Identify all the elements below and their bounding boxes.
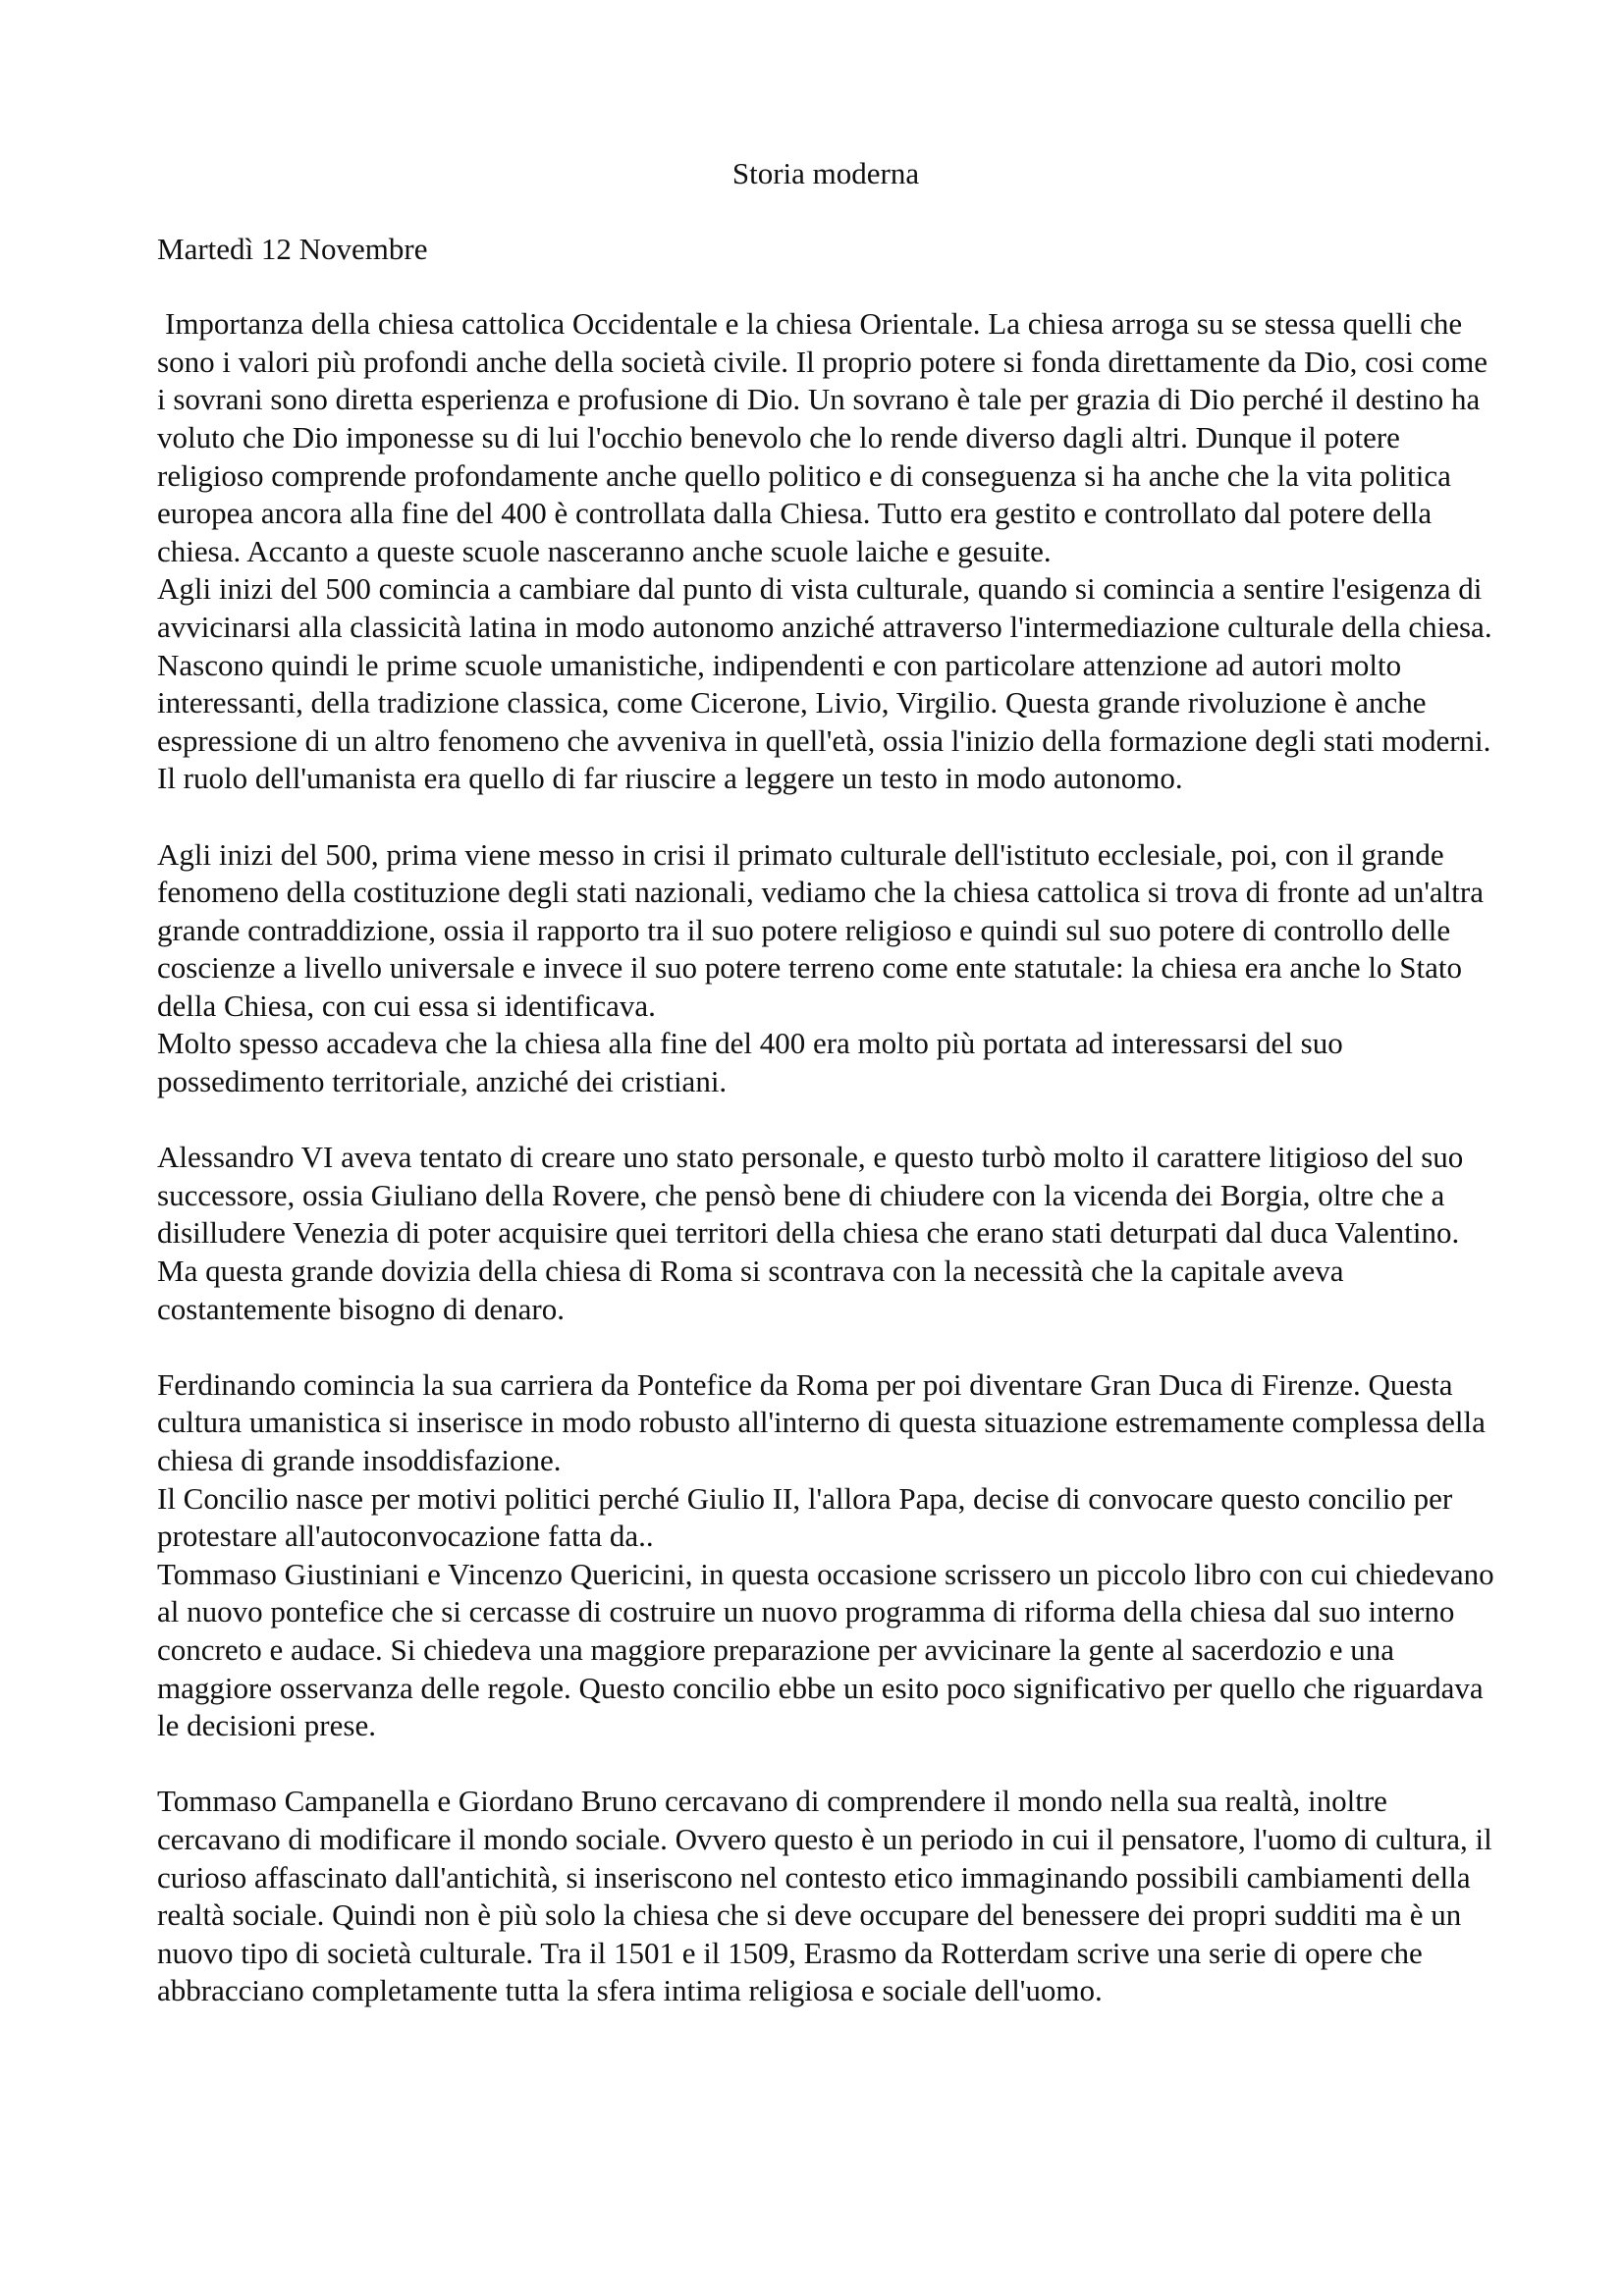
document-title: Storia moderna <box>731 156 920 190</box>
paragraph-spacer <box>157 1745 1494 1784</box>
paragraph-giustiniani-quericini: Tommaso Giustiniani e Vincenzo Quericini, in questa occasione scrissero un piccolo libro con cui chiedevano al nuovo pontefice che si cercasse di costruire un nuovo programma di riforma della chiesa dal suo interno concreto e audace. Si chiedeva una maggiore preparazione per avvicinare la gente al sacerdozio e una maggiore osservanza delle regole. Questo concilio ebbe un esito poco significativo per quello che riguardava le decisioni prese. <box>157 1556 1494 1743</box>
paragraph-campanella-bruno: Tommaso Campanella e Giordano Bruno cercavano di comprendere il mondo nella sua realtà, inoltre cercavano di modificare il mondo sociale. Ovvero questo è un periodo in cui il pensatore, l'uomo di cultura, il curioso affascinato dall'antichità, si inseriscono nel contesto etico immaginando possibili cambiamenti della realtà sociale. Quindi non è più solo la chiesa che si deve occupare del benessere dei propri sudditi ma è un nuovo tipo di società culturale. Tra il 1501 e il 1509, Erasmo da Rotterdam scrive una serie di opere che abbracciano completamente tutta la sfera intima religiosa e sociale dell'uomo. <box>157 1784 1492 2008</box>
paragraph-concilio: Il Concilio nasce per motivi politici perché Giulio II, l'allora Papa, decise di convocare questo concilio per protestare all'autoconvocazione fatta da.. <box>157 1480 1453 1554</box>
paragraph-inizi-500-crisi: Agli inizi del 500, prima viene messo in crisi il primato culturale dell'istituto ecclesiale, poi, con il grande fenomeno della costituzione degli stati nazionali, vediamo che la chiesa cattolica si trova di fronte ad un'altra grande contraddizione, ossia il rapporto tra il suo potere religioso e quindi sul suo potere di controllo delle coscienze a livello universale e invece il suo potere terreno come ente statutale: la chiesa era anche lo Stato della Chiesa, con cui essa si identificava. <box>157 836 1484 1023</box>
paragraph-ferdinando: Ferdinando comincia la sua carriera da Pontefice da Roma per poi diventare Gran Duca di Firenze. Questa cultura umanistica si inserisce in modo robusto all'interno di questa situazione estremamente complessa della chiesa di grande insoddisfazione. <box>157 1366 1486 1477</box>
paragraph-spacer <box>157 798 1494 836</box>
paragraph-chiesa-cattolica: Importanza della chiesa cattolica Occidentale e la chiesa Orientale. La chiesa arroga su se stessa quelli che sono i valori più profondi anche della società civile. Il proprio potere si fonda direttamente da Dio, cosi come i sovrani sono diretta esperienza e profusione di Dio. Un sovrano è tale per grazia di Dio perché il destino ha voluto che Dio imponesse su di lui l'occhio benevolo che lo rende diverso dagli altri. Dunque il potere religioso comprende profondamente anche quello politico e di conseguenza si ha anche che la vita politica europea ancora alla fine del 400 è controllata dalla Chiesa. Tutto era gestito e controllato dal potere della chiesa. Accanto a queste scuole nasceranno anche scuole laiche e gesuite. <box>157 306 1488 568</box>
paragraph-alessandro-vi: Alessandro VI aveva tentato di creare uno stato personale, e questo turbò molto il carattere litigioso del suo successore, ossia Giuliano della Rovere, che pensò bene di chiudere con la vicenda dei Borgia, oltre che a disilludere Venezia di poter acquisire quei territori della chiesa che erano stati deturpati dal duca Valentino. Ma questa grande dovizia della chiesa di Roma si scontrava con la necessità che la capitale aveva costantemente bisogno di denaro. <box>157 1140 1464 1326</box>
paragraph-spacer <box>157 1101 1494 1140</box>
paragraph-spacer <box>157 1328 1494 1366</box>
paragraph-inizi-500-culturale: Agli inizi del 500 comincia a cambiare dal punto di vista culturale, quando si comincia a sentire l'esigenza di avvicinarsi alla classicità latina in modo autonomo anziché attraverso l'intermediazione culturale della chiesa. Nascono quindi le prime scuole umanistiche, indipendenti e con particolare attenzione ad autori molto interessanti, della tradizione classica, come Cicerone, Livio, Virgilio. Questa grande rivoluzione è anche espressione di un altro fenomeno che avveniva in quell'età, ossia l'inizio della formazione degli stati moderni. Il ruolo dell'umanista era quello di far riuscire a leggere un testo in modo autonomo. <box>157 571 1492 796</box>
document-date: Martedì 12 Novembre <box>157 231 428 266</box>
paragraph-possedimento-territoriale: Molto spesso accadeva che la chiesa alla fine del 400 era molto più portata ad interessarsi del suo possedimento territoriale, anziché dei cristiani. <box>157 1026 1343 1099</box>
document-body <box>157 155 1494 2010</box>
